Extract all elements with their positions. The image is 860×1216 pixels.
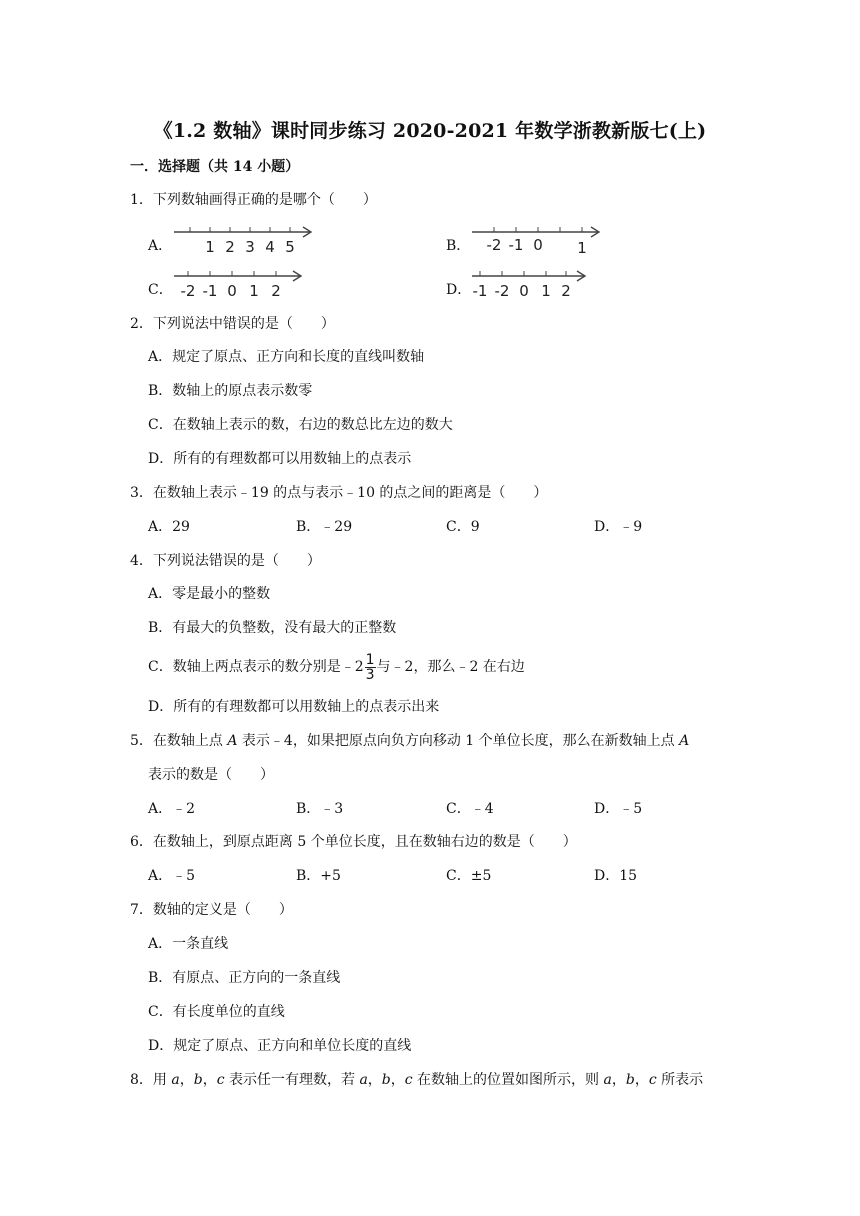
question-6-stem: 6．在数轴上，到原点距离 5 个单位长度，且在数轴右边的数是（ ） xyxy=(130,834,577,850)
q8-sep: ， xyxy=(611,1072,626,1088)
q6-option-b: B．+5 xyxy=(296,868,341,884)
tick-label: -2 xyxy=(494,282,510,300)
tick-label: 1 xyxy=(541,282,551,300)
q3-option-c: C．9 xyxy=(446,519,480,535)
tick-label: 4 xyxy=(265,238,275,256)
tick-label: -1 xyxy=(472,282,488,300)
question-2-stem: 2．下列说法中错误的是（ ） xyxy=(130,316,335,332)
var-a: a xyxy=(359,1072,368,1088)
var-a: a xyxy=(603,1072,612,1088)
q3-option-d: D．﹣9 xyxy=(594,519,643,535)
question-8-stem xyxy=(130,1070,703,1090)
question-3-stem: 3．在数轴上表示﹣19 的点与表示﹣10 的点之间的距离是（ ） xyxy=(130,485,548,501)
q1-option-a-label: A． xyxy=(148,238,173,254)
page-title: 《1.2 数轴》课时同步练习 2020-2021 年数学浙教新版七(上) xyxy=(153,120,707,142)
q5-option-a: A．﹣2 xyxy=(148,801,196,817)
tick-label: 0 xyxy=(519,282,529,300)
q2-option-c: C．在数轴上表示的数，右边的数总比左边的数大 xyxy=(148,417,453,433)
q1-option-d-number-line xyxy=(470,266,590,300)
tick-label: 1 xyxy=(205,238,215,256)
q4-option-c-prefix: C．数轴上两点表示的数分别是﹣2 xyxy=(148,659,364,675)
q2-option-d: D．所有的有理数都可以用数轴上的点表示 xyxy=(148,451,412,467)
q8-text-2: 表示任一有理数，若 xyxy=(224,1072,360,1088)
q6-option-c: C．±5 xyxy=(446,868,492,884)
q2-option-b: B．数轴上的原点表示数零 xyxy=(148,383,313,399)
question-4-stem: 4．下列说法错误的是（ ） xyxy=(130,553,321,569)
q2-option-a: A．规定了原点、正方向和长度的直线叫数轴 xyxy=(148,349,425,365)
tick-label: 0 xyxy=(533,236,543,254)
tick-label: 1 xyxy=(577,239,587,256)
var-a: a xyxy=(171,1072,180,1088)
var-b: b xyxy=(625,1072,635,1088)
q5-text-2: 表示﹣4，如果把原点向负方向移动 1 个单位长度，那么在新数轴上点 xyxy=(237,733,680,749)
question-1-stem: 1．下列数轴画得正确的是哪个（ ） xyxy=(130,192,377,208)
tick-label: 2 xyxy=(561,282,571,300)
q4-option-c-suffix: 与﹣2，那么﹣2 在右边 xyxy=(376,659,525,675)
q8-sep: ， xyxy=(367,1072,382,1088)
q8-text-1: 8．用 xyxy=(130,1072,172,1088)
q5-point-a: A xyxy=(679,733,690,749)
q8-sep: ， xyxy=(390,1072,405,1088)
q8-sep: ， xyxy=(179,1072,194,1088)
section-heading: 一．选择题（共 14 小题） xyxy=(130,159,300,175)
q5-point-a: A xyxy=(227,733,238,749)
q7-option-d: D．规定了原点、正方向和单位长度的直线 xyxy=(148,1038,412,1054)
tick-label: -2 xyxy=(180,282,196,300)
tick-label: 0 xyxy=(227,282,237,300)
q7-option-b: B．有原点、正方向的一条直线 xyxy=(148,970,341,986)
q5-text-1: 5．在数轴上点 xyxy=(130,733,228,749)
question-5-stem-line-1 xyxy=(130,731,689,751)
var-c: c xyxy=(404,1072,413,1088)
q5-option-b: B．﹣3 xyxy=(296,801,344,817)
q3-option-b: B．﹣29 xyxy=(296,519,353,535)
tick-label: 1 xyxy=(249,282,259,300)
question-7-stem: 7．数轴的定义是（ ） xyxy=(130,902,293,918)
tick-label: -2 xyxy=(486,236,502,254)
var-b: b xyxy=(193,1072,203,1088)
question-5-stem-line-2: 表示的数是（ ） xyxy=(148,767,274,783)
fraction-numerator: 1 xyxy=(365,651,375,668)
q8-sep: ， xyxy=(202,1072,217,1088)
q1-option-a-number-line xyxy=(172,222,317,256)
var-b: b xyxy=(381,1072,391,1088)
q8-text-3: 在数轴上的位置如图所示，则 xyxy=(412,1072,604,1088)
q1-option-d-label: D． xyxy=(446,282,472,298)
q7-option-c: C．有长度单位的直线 xyxy=(148,1004,285,1020)
tick-label: -1 xyxy=(508,236,524,254)
q3-option-a: A．29 xyxy=(148,519,190,535)
var-c: c xyxy=(648,1072,657,1088)
q1-option-b-number-line xyxy=(470,222,605,256)
q8-sep: ， xyxy=(634,1072,649,1088)
tick-label: 5 xyxy=(285,238,295,256)
tick-label: 3 xyxy=(245,238,255,256)
q1-option-c-number-line xyxy=(172,266,307,300)
q5-option-c: C．﹣4 xyxy=(446,801,494,817)
fraction-denominator: 3 xyxy=(365,666,375,683)
q6-option-a: A．﹣5 xyxy=(148,868,196,884)
tick-label: -1 xyxy=(202,282,218,300)
q1-option-c-label: C． xyxy=(148,282,173,298)
q5-option-d: D．﹣5 xyxy=(594,801,643,817)
q4-option-c xyxy=(148,652,525,682)
q1-option-b-label: B． xyxy=(446,238,471,254)
q7-option-a: A．一条直线 xyxy=(148,936,229,952)
fraction xyxy=(365,653,376,682)
var-c: c xyxy=(216,1072,225,1088)
q6-option-d: D．15 xyxy=(594,868,638,884)
tick-label: 2 xyxy=(271,282,281,300)
q4-option-a: A．零是最小的整数 xyxy=(148,586,271,602)
tick-label: 2 xyxy=(225,238,235,256)
q8-text-4: 所表示 xyxy=(656,1072,704,1088)
q4-option-b: B．有最大的负整数，没有最大的正整数 xyxy=(148,620,397,636)
q4-option-d: D．所有的有理数都可以用数轴上的点表示出来 xyxy=(148,699,440,715)
